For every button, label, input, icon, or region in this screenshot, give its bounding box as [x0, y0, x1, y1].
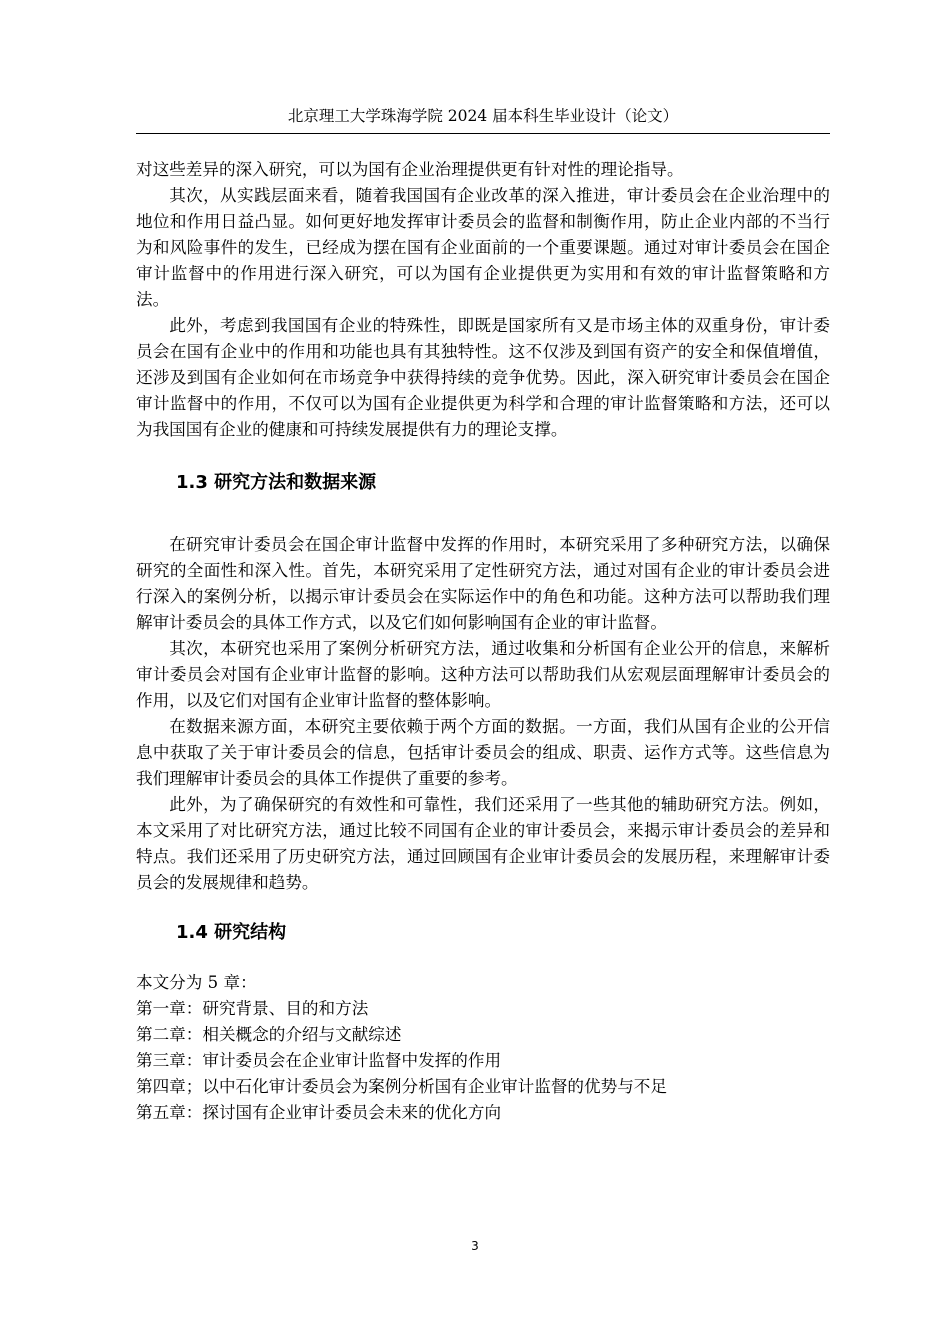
- chapter-item-3: 第三章：审计委员会在企业审计监督中发挥的作用: [136, 1051, 502, 1070]
- paragraph-auxiliary-methods: 此外，为了确保研究的有效性和可靠性，我们还采用了一些其他的辅助研究方法。例如，本文采用了对比研究方法，通过比较不同国有企业的审计委员会，来揭示审计委员会的差异和特点。我们还采用了历史研究方法，通过回顾国有企业审计委员会的发展历程，来理解审计委员会的发展规律和趋势。: [136, 795, 830, 892]
- running-header: 北京理工大学珠海学院 2024 届本科生毕业设计（论文）: [287, 107, 679, 125]
- paragraph-data-sources: 在数据来源方面，本研究主要依赖于两个方面的数据。一方面，我们从国有企业的公开信息中获取了关于审计委员会的信息，包括审计委员会的组成、职责、运作方式等。这些信息为我们理解审计委员会的具体工作提供了重要的参考。: [136, 717, 830, 788]
- paragraph-methods: 在研究审计委员会在国企审计监督中发挥的作用时，本研究采用了多种研究方法，以确保研究的全面性和深入性。首先，本研究采用了定性研究方法，通过对国有企业的审计委员会进行深入的案例分析，以揭示审计委员会在实际运作中的角色和功能。这种方法可以帮助我们理解审计委员会的具体工作方式，以及它们如何影响国有企业的审计监督。: [136, 535, 830, 632]
- chapter-item-4: 第四章；以中石化审计委员会为案例分析国有企业审计监督的优势与不足: [136, 1077, 667, 1096]
- body-text: [136, 157, 830, 1126]
- chapter-item-5: 第五章：探讨国有企业审计委员会未来的优化方向: [136, 1103, 502, 1122]
- page-number: 3: [471, 1239, 479, 1253]
- chapter-list: [136, 996, 830, 1126]
- paragraph-case-analysis: 其次，本研究也采用了案例分析研究方法，通过收集和分析国有企业公开的信息，来解析审计委员会对国有企业审计监督的影响。这种方法可以帮助我们从宏观层面理解审计委员会的作用，以及它们对国有企业审计监督的整体影响。: [136, 639, 830, 710]
- section-heading-1-4: 1.4 研究结构: [176, 922, 287, 943]
- header-rule: [136, 133, 830, 134]
- chapter-item-2: 第二章：相关概念的介绍与文献综述: [136, 1025, 402, 1044]
- structure-intro: 本文分为 5 章：: [136, 973, 257, 992]
- chapter-item-1: 第一章：研究背景、目的和方法: [136, 999, 369, 1018]
- paragraph-continuation: 对这些差异的深入研究，可以为国有企业治理提供更有针对性的理论指导。: [136, 160, 684, 179]
- paragraph-practice: 其次，从实践层面来看，随着我国国有企业改革的深入推进，审计委员会在企业治理中的地位和作用日益凸显。如何更好地发挥审计委员会的监督和制衡作用，防止企业内部的不当行为和风险事件的发生，已经成为摆在国有企业面前的一个重要课题。通过对审计委员会在国企审计监督中的作用进行深入研究，可以为国有企业提供更为实用和有效的审计监督策略和方法。: [136, 186, 830, 309]
- paragraph-specificity: 此外，考虑到我国国有企业的特殊性，即既是国家所有又是市场主体的双重身份，审计委员会在国有企业中的作用和功能也具有其独特性。这不仅涉及到国有资产的安全和保值增值，还涉及到国有企业如何在市场竞争中获得持续的竞争优势。因此，深入研究审计委员会在国企审计监督中的作用，不仅可以为国有企业提供更为科学和合理的审计监督策略和方法，还可以为我国国有企业的健康和可持续发展提供有力的理论支撑。: [136, 316, 830, 439]
- section-heading-1-3: 1.3 研究方法和数据来源: [176, 472, 377, 493]
